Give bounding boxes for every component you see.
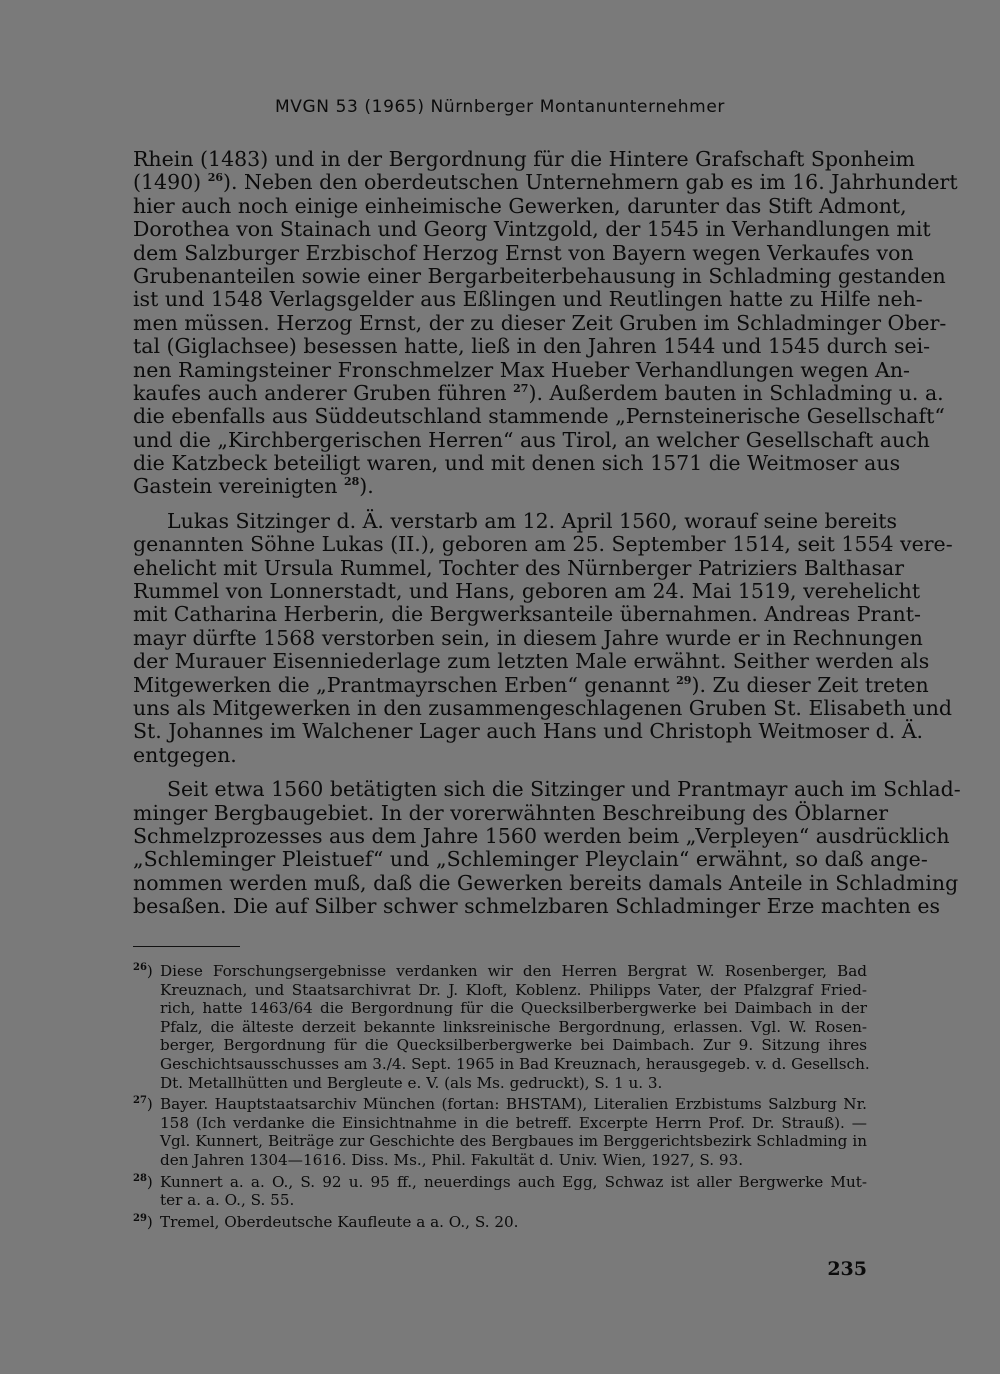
- running-header: MVGN 53 (1965) Nürnberger Montanunternehmer: [275, 97, 725, 117]
- text-line: Gastein vereinigten $^{28}$).: [133, 474, 374, 499]
- page-number: 235: [827, 1258, 867, 1280]
- footnote-ref: 29: [676, 673, 692, 687]
- footnote-line: Vgl. Kunnert, Beiträge zur Geschichte des Bergbaues im Berggerichtsbezirk Schladming in: [160, 1132, 867, 1151]
- text-line: Rummel von Lonnerstadt, und Hans, geboren am 24. Mai 1519, verehelicht: [133, 579, 921, 604]
- body-text: [133, 147, 961, 919]
- text-line: ist und 1548 Verlagsgelder aus Eßlingen und Reutlingen hatte zu Hilfe neh-: [133, 287, 923, 312]
- footnote-line: berger, Bergordnung für die Quecksilberbergwerke bei Daimbach. Zur 9. Sitzung ihres: [160, 1036, 867, 1055]
- text-line: minger Bergbaugebiet. In der vorerwähnten Beschreibung des Öblarner: [133, 800, 889, 825]
- footnotes: [133, 962, 870, 1234]
- paragraph: [133, 777, 961, 919]
- text-line: nommen werden muß, daß die Gewerken bereits damals Anteile in Schladming: [133, 870, 959, 895]
- text-line: mit Catharina Herberin, die Bergwerksanteile übernahmen. Andreas Prant-: [133, 602, 921, 627]
- text-line: (1490) $^{26}$). Neben den oberdeutschen Unternehmern gab es im 16. Jahrhundert: [133, 170, 958, 195]
- footnote-number: $^{27}$): [133, 1095, 153, 1114]
- footnote-line: rich, hatte 1463/64 die Bergordnung für die Quecksilberbergwerke bei Daimbach in der: [160, 999, 867, 1018]
- footnote-line: Diese Forschungsergebnisse verdanken wir den Herren Bergrat W. Rosenberger, Bad: [160, 962, 867, 980]
- footnote-line: Kreuznach, und Staatsarchivrat Dr. J. Kloft, Koblenz. Philipps Vater, der Pfalzgraf Fried-: [160, 980, 867, 999]
- footnote-number: $^{28}$): [133, 1172, 153, 1191]
- footnote-line: Bayer. Hauptstaatsarchiv München (fortan: BHSTAM), Literalien Erzbistums Salzburg Nr.: [160, 1095, 867, 1114]
- text-line: besaßen. Die auf Silber schwer schmelzbaren Schladminger Erze machten es: [133, 894, 940, 919]
- text-line: Rhein (1483) und in der Bergordnung für die Hintere Grafschaft Sponheim: [133, 147, 915, 171]
- text-line: tal (Giglachsee) besessen hatte, ließ in den Jahren 1544 und 1545 durch sei-: [133, 334, 931, 359]
- text-line: hier auch noch einige einheimische Gewerken, darunter das Stift Admont,: [133, 193, 907, 218]
- text-line: St. Johannes im Walchener Lager auch Hans und Christoph Weitmoser d. Ä.: [133, 719, 924, 744]
- text-line: Schmelzprozesses aus dem Jahre 1560 werden beim „Verpleyen“ ausdrücklich: [133, 823, 950, 848]
- text-line: und die „Kirchbergerischen Herren“ aus Tirol, an welcher Gesellschaft auch: [133, 427, 930, 452]
- text-line: Seit etwa 1560 betätigten sich die Sitzinger und Prantmayr auch im Schlad-: [167, 777, 961, 802]
- text-line: der Murauer Eisenniederlage zum letzten Male erwähnt. Seither werden als: [133, 649, 930, 674]
- footnote-number: $^{29}$): [133, 1212, 153, 1231]
- footnote-line: Kunnert a. a. O., S. 92 u. 95 ff., neuerdings auch Egg, Schwaz ist aller Bergwerke Mut-: [160, 1172, 867, 1191]
- footnote-number: $^{26}$): [133, 962, 153, 980]
- text-line: die Katzbeck beteiligt waren, und mit denen sich 1571 die Weitmoser aus: [133, 451, 901, 476]
- footnote-divider: [133, 946, 240, 947]
- footnote-line: den Jahren 1304—1616. Diss. Ms., Phil. Fakultät d. Univ. Wien, 1927, S. 93.: [160, 1150, 744, 1169]
- text-line: mayr dürfte 1568 verstorben sein, in diesem Jahre wurde er in Rechnungen: [133, 625, 923, 650]
- text-line: entgegen.: [133, 742, 237, 767]
- text-line: die ebenfalls aus Süddeutschland stammende „Pernsteinerische Gesellschaft“: [133, 404, 945, 429]
- text-line: men müssen. Herzog Ernst, der zu dieser Zeit Gruben im Schladminger Ober-: [133, 310, 947, 335]
- footnote: [133, 1173, 867, 1210]
- text-line: ehelicht mit Ursula Rummel, Tochter des Nürnberger Patriziers Balthasar: [133, 555, 905, 580]
- text-line: „Schleminger Pleistuef“ und „Schleminger Pleyclain“ erwähnt, so daß ange-: [133, 847, 928, 872]
- text-line: Dorothea von Stainach und Georg Vintzgold, der 1545 in Verhandlungen mit: [133, 217, 931, 242]
- footnote-line: Geschichtsausschusses am 3./4. Sept. 1965 in Bad Kreuznach, herausgegeb. v. d. Gesellsch.: [160, 1054, 870, 1073]
- footnote-ref: 26: [207, 171, 223, 185]
- footnote-line: ter a. a. O., S. 55.: [160, 1191, 295, 1210]
- text-line: dem Salzburger Erzbischof Herzog Ernst von Bayern wegen Verkaufes von: [133, 240, 914, 265]
- text-line: kaufes auch anderer Gruben führen $^{27}$). Außerdem bauten in Schladming u. a.: [133, 380, 944, 405]
- paragraph: [133, 508, 953, 767]
- text-line: Grubenanteilen sowie einer Bergarbeiterbehausung in Schladming gestanden: [133, 263, 946, 288]
- text-line: nen Ramingsteiner Fronschmelzer Max Hueber Verhandlungen wegen An-: [133, 357, 910, 382]
- footnote-line: Tremel, Oberdeutsche Kaufleute a a. O., S. 20.: [160, 1212, 519, 1231]
- footnote: [133, 1095, 867, 1169]
- footnote-line: Pfalz, die älteste derzeit bekannte linksreinische Bergordnung, erlassen. Vgl. W. Rosen-: [160, 1017, 867, 1036]
- footnote-line: Dt. Metallhütten und Bergleute e. V. (als Ms. gedruckt), S. 1 u. 3.: [160, 1073, 663, 1092]
- footnote-ref: 27: [513, 381, 529, 395]
- paragraph: [133, 147, 958, 499]
- footnote-line: 158 (Ich verdanke die Einsichtnahme in die betreff. Excerpte Herrn Prof. Dr. Strauß). —: [160, 1113, 867, 1132]
- footnote-ref: 28: [343, 475, 360, 489]
- footnote: [133, 1213, 867, 1232]
- text-line: Mitgewerken die „Prantmayrschen Erben“ genannt $^{29}$). Zu dieser Zeit treten: [133, 672, 929, 697]
- text-line: uns als Mitgewerken in den zusammengeschlagenen Gruben St. Elisabeth und: [133, 695, 953, 720]
- footnote: [133, 962, 870, 1092]
- text-line: Lukas Sitzinger d. Ä. verstarb am 12. April 1560, worauf seine bereits: [167, 508, 898, 533]
- text-line: genannten Söhne Lukas (II.), geboren am 25. September 1514, seit 1554 vere-: [133, 532, 953, 557]
